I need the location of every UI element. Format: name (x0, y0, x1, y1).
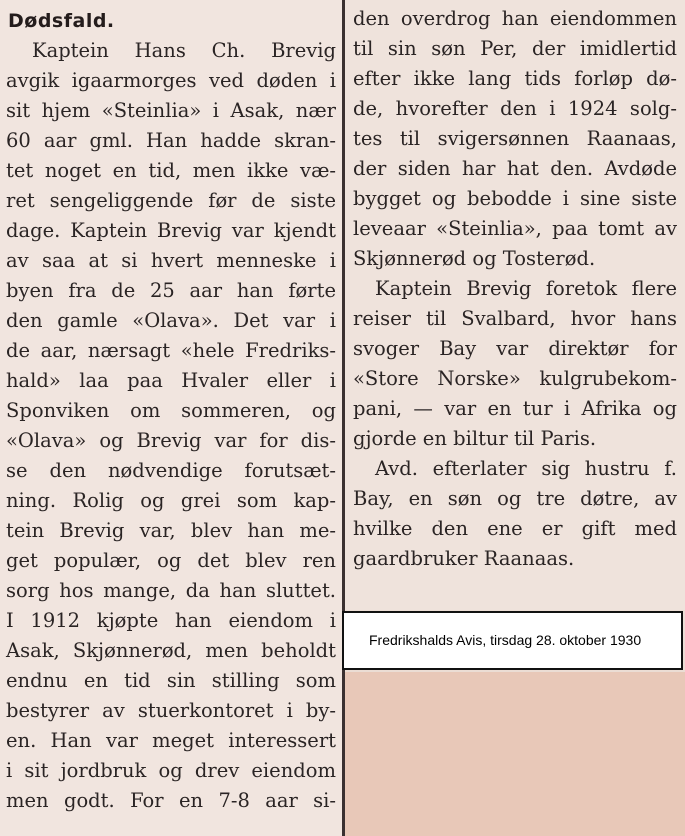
text-line: der siden har hat den. Avdøde (353, 157, 677, 180)
text-line: Avd. efterlater sig hustru f. (375, 457, 677, 480)
text-line: Kaptein Hans Ch. Brevig (32, 39, 336, 62)
text-line: sorg hos mange, da han sluttet. (6, 579, 336, 602)
text-line: den gamle «Olava». Det var i (6, 309, 336, 332)
caption-box (342, 611, 683, 670)
left-column (0, 0, 342, 836)
text-line: hvilke den ene er gift med (353, 517, 677, 540)
background-area (345, 672, 685, 836)
headline: Dødsfald. (8, 10, 115, 32)
text-line: I 1912 kjøpte han eiendom i (6, 609, 336, 632)
text-line: Kaptein Brevig foretok flere (375, 277, 677, 300)
text-line: i sit jordbruk og drev eiendom (6, 759, 336, 782)
text-line: pani, — var en tur i Afrika og (353, 397, 677, 420)
text-line: den overdrog han eiendommen (353, 7, 677, 30)
text-line: de aar, nærsagt «hele Fredriks- (6, 339, 336, 362)
text-line: svoger Bay var direktør for (353, 337, 677, 360)
text-line: bestyrer av stuerkontoret i by- (6, 699, 336, 722)
text-line: Skjønnerød og Tosterød. (353, 247, 596, 270)
text-line: Bay, en søn og tre døtre, av (353, 487, 677, 510)
text-line: sit hjem «Steinlia» i Asak, nær (6, 99, 336, 122)
text-line: efter ikke lang tids forløp dø- (353, 67, 677, 90)
text-line: «Olava» og Brevig var for dis- (6, 429, 336, 452)
text-line: reiser til Svalbard, hvor hans (353, 307, 677, 330)
text-line: se den nødvendige forutsæt- (6, 459, 336, 482)
text-line: tein Brevig var, blev han me- (6, 519, 336, 542)
text-line: «Store Norske» kulgrubekom- (353, 367, 677, 390)
text-line: men godt. For en 7-8 aar si- (6, 789, 336, 812)
text-line: ning. Rolig og grei som kap- (6, 489, 336, 512)
text-line: leveaar «Steinlia», paa tomt av (353, 217, 677, 240)
text-line: tet noget en tid, men ikke væ- (6, 159, 336, 182)
text-line: Asak, Skjønnerød, men beholdt (6, 639, 336, 662)
text-line: de, hvorefter den i 1924 solg- (353, 97, 677, 120)
text-line: bygget og bebodde i sine siste (353, 187, 677, 210)
text-line: get populær, og det blev ren (6, 549, 336, 572)
text-line: byen fra de 25 aar han førte (6, 279, 336, 302)
text-line: av saa at si hvert menneske i (6, 249, 336, 272)
text-line: til sin søn Per, der imidlertid (353, 37, 677, 60)
text-line: ret sengeliggende før de siste (6, 189, 336, 212)
text-line: hald» laa paa Hvaler eller i (6, 369, 336, 392)
right-column (345, 0, 685, 610)
text-line: en. Han var meget interessert (6, 729, 336, 752)
text-line: Sponviken om sommeren, og (6, 399, 336, 422)
text-line: avgik igaarmorges ved døden i (6, 69, 336, 92)
text-line: endnu en tid sin stilling som (6, 669, 336, 692)
text-line: gaardbruker Raanaas. (353, 547, 575, 570)
caption-text: Fredrikshalds Avis, tirsdag 28. oktober 1930 (369, 632, 642, 648)
text-line: 60 aar gml. Han hadde skran- (6, 129, 336, 152)
text-line: gjorde en biltur til Paris. (353, 427, 597, 450)
text-line: dage. Kaptein Brevig var kjendt (6, 219, 336, 242)
text-line: tes til svigersønnen Raanaas, (353, 127, 677, 150)
